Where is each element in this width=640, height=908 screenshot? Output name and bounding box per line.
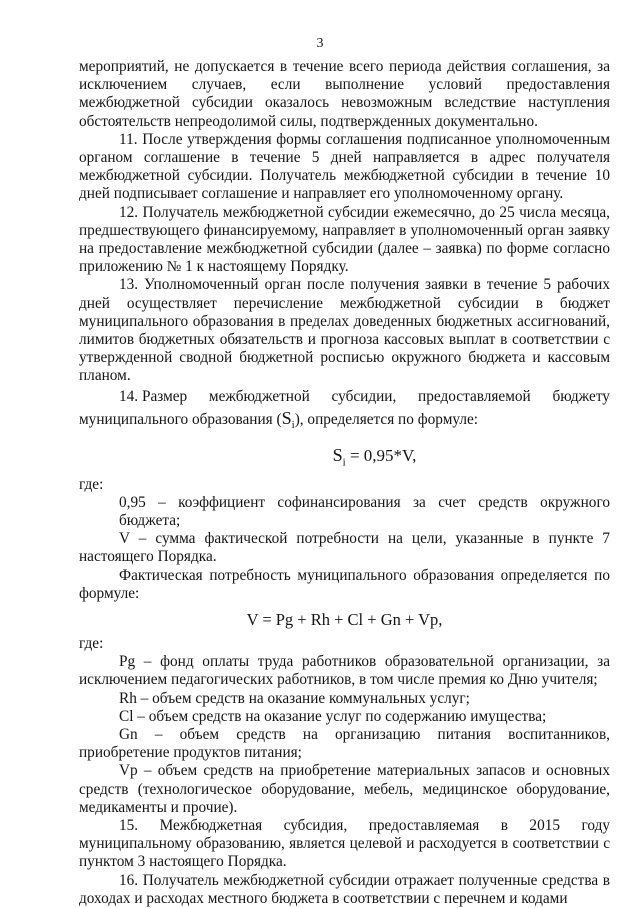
where-label-1: где: — [79, 475, 104, 493]
formula1-rhs: = 0,95*V, — [345, 446, 417, 466]
paragraph-15: 15. Межбюджетная субсидия, предоставляемая в 2015 году муниципальному образованию, является целевой и расходуется в соответствии с пунктом 3 настоящего Порядка. — [79, 816, 610, 871]
p14-suffix: ), определяется по формуле: — [294, 410, 479, 428]
definition-rh: Rh – объем средств на оказание коммунальных услуг; — [119, 689, 470, 707]
definition-095: 0,95 – коэффициент софинансирования за счет средств окружного бюджета; — [119, 493, 610, 529]
p14-symbol-sub: i — [291, 418, 295, 431]
paragraph-intro: мероприятий, не допускается в течение всего периода действия соглашения, за исключением случаев, если выполнение условий предоставления межбюджетной субсидии оказалось невозможным вследствие наступления обстоятельств непреодолимой силы, подтвержденных документально. — [79, 58, 610, 130]
paragraph-14 — [79, 388, 610, 434]
paragraph-11: 11. После утверждения формы соглашения подписанное уполномоченным органом соглашение в течение 5 дней направляется в адрес получателя межбюджетной субсидии. Получатель межбюджетной субсидии в течение 10 дней подписывает соглашение и направляет его уполномоченному органу. — [79, 130, 610, 203]
p14-word-2: межбюджетной — [208, 387, 310, 405]
formula1-lhs: S — [332, 445, 343, 466]
definition-gn: Gn – объем средств на организацию питания воспитанников, приобретение продуктов питания; — [79, 725, 610, 762]
paragraph-14-line1 — [79, 388, 610, 406]
paragraph-12: 12. Получатель межбюджетной субсидии ежемесячно, до 25 числа месяца, предшествующего финансируемому, направляет в уполномоченный орган заявку на предоставление межбюджетной субсидии (далее – заявка) по форме согласно приложению № 1 к настоящему Порядку. — [79, 203, 610, 276]
paragraph-14-line2 — [79, 409, 610, 434]
formula-v: V = Pg + Rh + Cl + Gn + Vp, — [246, 609, 443, 629]
definition-cl: Cl – объем средств на оказание услуг по содержанию имущества; — [119, 707, 547, 725]
p14-prefix: муниципального образования ( — [79, 410, 282, 428]
p14-word-3: субсидии, — [331, 387, 397, 405]
page-number: 3 — [316, 36, 324, 51]
definition-vp: Vp – объем средств на приобретение материальных запасов и основных средств (технологическое оборудование, мебель, медицинское оборудование, медикаменты и прочие). — [79, 762, 610, 816]
formula1-sub: i — [342, 456, 346, 469]
document-body — [79, 58, 610, 908]
definition-pg: Pg – фонд оплаты труда работников образовательной организации, за исключением педагогических работников, в том числе премия ко Дню учителя; — [79, 653, 610, 689]
formula-s-i — [79, 444, 610, 473]
paragraph-13: 13. Уполномоченный орган после получения заявки в течение 5 рабочих дней осуществляет перечисление межбюджетной субсидии в бюджет муниципального образования в пределах доведенных бюджетных ассигнований, лимитов бюджетных обязательств и прогноза кассовых выплат в соответствии с утвержденной сводной бюджетной росписью окружного бюджета и кассовым планом. — [79, 276, 610, 385]
definition-v: V – сумма фактической потребности на цели, указанные в пункте 7 настоящего Порядка. — [79, 530, 610, 566]
p14-symbol: S — [281, 407, 292, 428]
p14-word-4: предоставляемой — [418, 387, 531, 405]
where-label-2: где: — [79, 634, 104, 652]
paragraph-fact: Фактическая потребность муниципального образования определяется по формуле: — [79, 566, 610, 602]
paragraph-16: 16. Получатель межбюджетной субсидии отражает полученные средства в доходах и расходах местного бюджета в соответствии с перечнем и кодами — [79, 871, 610, 907]
p14-word-5: бюджету — [552, 387, 610, 405]
p14-word-1: 14. Размер — [119, 387, 188, 405]
